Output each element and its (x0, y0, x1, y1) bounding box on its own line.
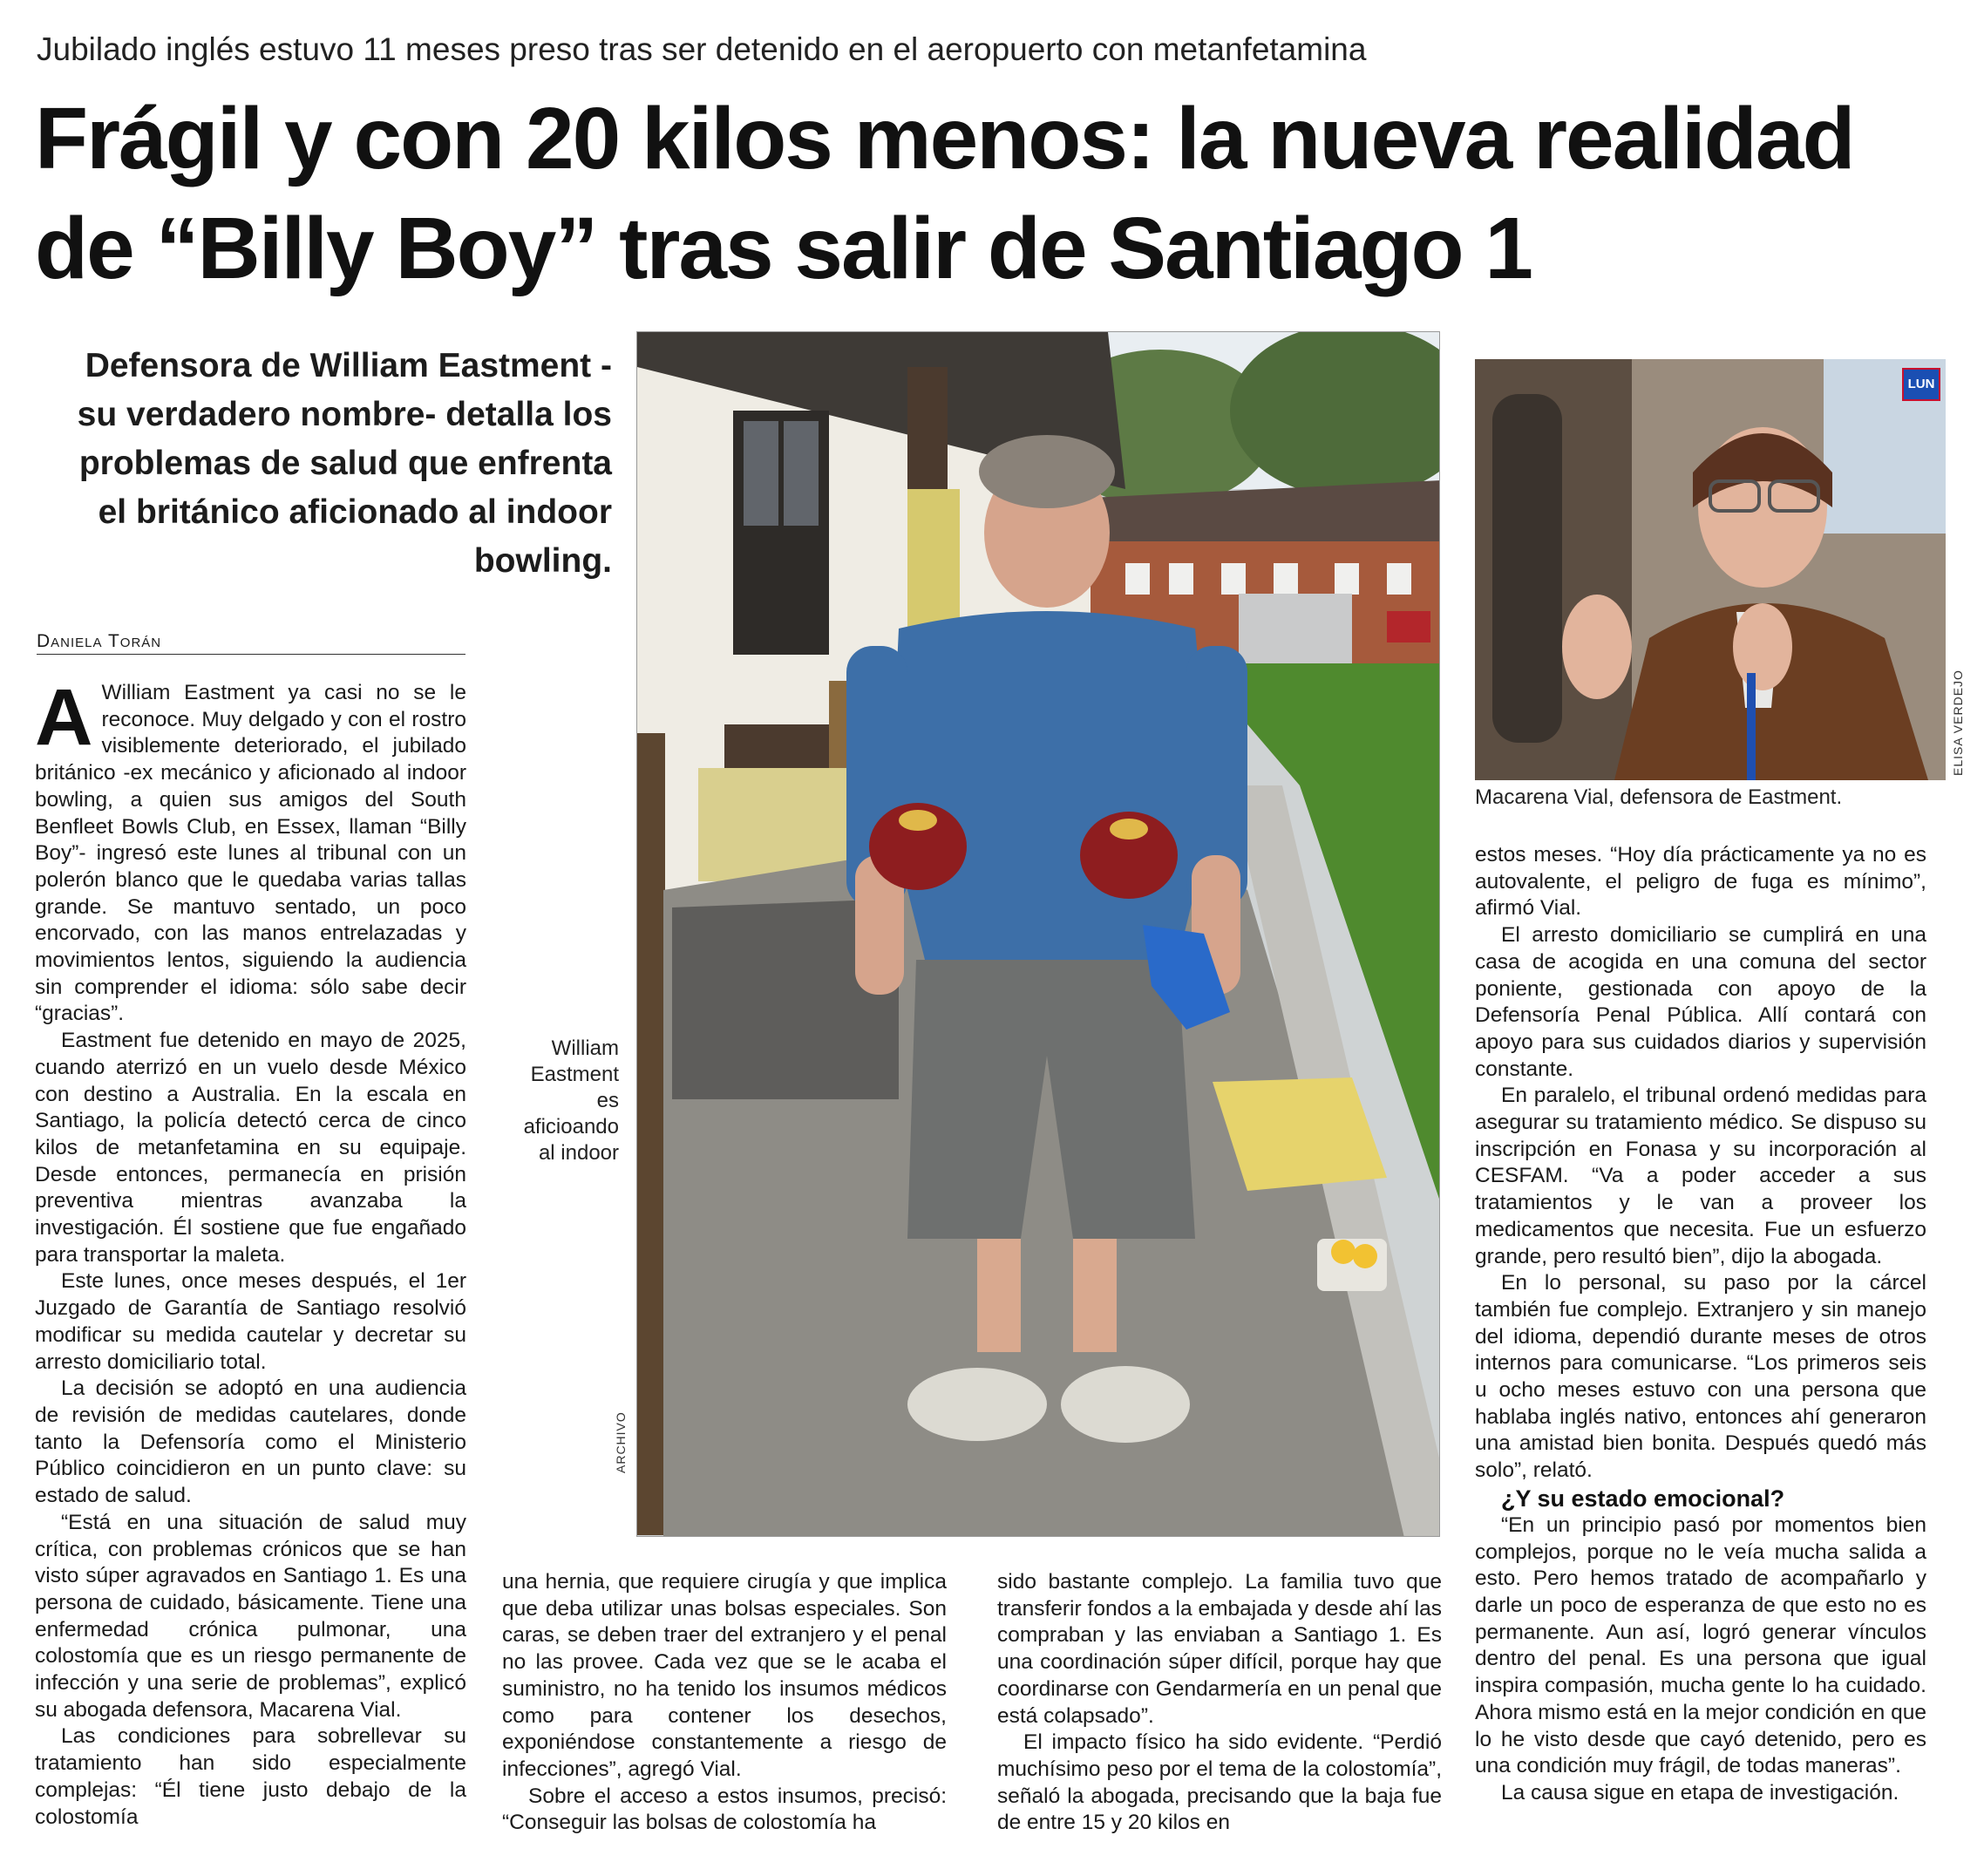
photo-lawyer-portrait (1475, 359, 1946, 780)
byline: Daniela Torán (37, 631, 465, 655)
paragraph-16: La causa sigue en etapa de investigación. (1501, 1780, 1899, 1805)
side-photo-credit: ELISA VERDEJO (1951, 670, 1965, 776)
photo-man-holding-bowls (637, 332, 1440, 1537)
article-column-2 (502, 1569, 947, 1837)
paragraph-5: “Está en una situación de salud muy crítica, con problemas crónicos que se han visto súper agravados en Santiago 1. Es una persona de cuidado, básicamente. Tiene una enfermedad crónica pulmonar, una colostomía que es un riesgo permanente de infección y una serie de problemas”, explicó su abogada defensora, Macarena Vial. (35, 1510, 466, 1722)
paragraph-2: Eastment fue detenido en mayo de 2025, cuando aterrizó en un vuelo desde México con destino a Australia. En la escala en Santiago, la policía detectó cerca de cinco kilos de metanfetamina en su equipaje. Desde entonces, permanecía en prisión preventiva mientras avanzaba la investigación. Él sostiene que fue engañado para transportar la maleta. (35, 1029, 466, 1267)
headline-line-1: Frágil y con 20 kilos menos: la nueva realidad (35, 90, 1854, 187)
side-photo-caption: Macarena Vial, defensora de Eastment. (1475, 785, 1843, 809)
main-photo-caption: William Eastment es aficioando al indoor (523, 1037, 619, 1165)
paragraph-11: estos meses. “Hoy día prácticamente ya no es autovalente, el peligro de fuga es mínimo”, afirmó Vial. (1475, 843, 1926, 921)
paragraph-10: El impacto físico ha sido evidente. “Perdió muchísimo peso por el tema de la colostomía”, señaló la abogada, precisando que la baja fue de entre 15 y 20 kilos en (997, 1730, 1442, 1835)
headline-line-2: de “Billy Boy” tras salir de Santiago 1 (35, 200, 1532, 297)
paragraph-1-text: William Eastment ya casi no se le reconoce. Muy delgado y con el rostro visiblemente deteriorado, el jubilado británico -ex mecánico y aficionado al indoor bowling, a quien sus amigos del South Benfleet Bowls Club, en Essex, llaman “Billy Boy”- ingresó este lunes al tribunal con un polerón blanco que le quedaba varias tallas grande. Se mantuvo sentado, un poco encorvado, con las manos entrelazadas y movimientos lentos, siguiendo la audiencia sin comprender el idioma: sólo sabe decir “gracias”. (35, 681, 466, 1026)
paragraph-7: una hernia, que requiere cirugía y que implica que deba utilizar unas bolsas especiales. Son caras, se deben traer del extranjero y el penal no las provee. Cada vez que se le acaba el suministro, no ha tenido los insumos médicos como para contener los desechos, exponiéndose constantemente a riesgo de infecciones”, agregó Vial. (502, 1570, 947, 1781)
lun-logo: LUN (1902, 368, 1940, 401)
main-photo-credit: ARCHIVO (614, 1411, 628, 1473)
kicker: Jubilado inglés estuvo 11 meses preso tras ser detenido en el aeropuerto con metanfetamina (37, 31, 1367, 67)
headline (35, 84, 1961, 303)
paragraph-1 (35, 673, 466, 1028)
paragraph-4: La decisión se adoptó en una audiencia de revisión de medidas cautelares, donde tanto la Defensoría como el Ministerio Público coincidieron en un punto clave: su estado de salud. (35, 1376, 466, 1508)
paragraph-6: Las condiciones para sobrellevar su tratamiento han sido especialmente complejas: “Él tiene justo debajo de la colostomía (35, 1724, 466, 1829)
article-column-4 (1475, 842, 1926, 1807)
article-column-3 (997, 1569, 1442, 1837)
paragraph-8: Sobre el acceso a estos insumos, precisó: “Conseguir las bolsas de colostomía ha (502, 1784, 947, 1835)
paragraph-15: “En un principio pasó por momentos bien complejos, porque no le veía mucha salida a esto. Pero hemos tratado de acompañarlo y darle un poco de esperanza de que esto no es permanente. Aun así, logró generar vínculos dentro del penal. Es una persona que igual inspira compasión, mucha gente lo ha cuidado. Ahora mismo está en la mejor condición en que lo he visto desde que cayó detenido, pero es una condición muy frágil, de todas maneras”. (1475, 1512, 1926, 1778)
side-photo (1475, 359, 1946, 780)
paragraph-13: En paralelo, el tribunal ordenó medidas para asegurar su tratamiento médico. Se dispuso su inscripción en Fonasa y su incorporación al CESFAM. “Va a poder acceder a sus tratamientos y le van a proveer los medicamentos que necesita. Fue un esfuerzo grande, pero resultó bien”, dijo la abogada. (1475, 1084, 1926, 1268)
paragraph-3: Este lunes, once meses después, el 1er Juzgado de Garantía de Santiago resolvió modificar su medida cautelar y decretar su arresto domiciliario total. (35, 1269, 466, 1374)
paragraph-14: En lo personal, su paso por la cárcel también fue complejo. Extranjero y sin manejo del idioma, dependió durante meses de otros internos para comunicarse. “Los primeros seis u ocho meses estuvo con una persona que hablaba inglés nativo, entonces ahí generaron una amistad bien bonita. Después quedó más solo”, relató. (1475, 1271, 1926, 1483)
main-photo (636, 331, 1440, 1537)
subhead: Defensora de William Eastment -su verdadero nombre- detalla los problemas de salud que enfrenta el británico aficionado al indoor bowling. (77, 347, 612, 580)
crosshead: ¿Y su estado emocional? (1501, 1485, 1785, 1512)
paragraph-9: sido bastante complejo. La familia tuvo que transferir fondos a la embajada y desde ahí las compraban y las enviaban a Santiago 1. Es una coordinación súper difícil, porque hay que coordinarse con Gendarmería en un penal que está colapsado”. (997, 1570, 1442, 1728)
article-column-1 (35, 673, 466, 1831)
dropcap: A (35, 673, 93, 762)
paragraph-12: El arresto domiciliario se cumplirá en una casa de acogida en una comuna del sector poniente, gestionada con apoyo de la Defensoría Penal Pública. Allí contará con apoyo para sus cuidados diarios y supervisión constante. (1475, 923, 1926, 1081)
